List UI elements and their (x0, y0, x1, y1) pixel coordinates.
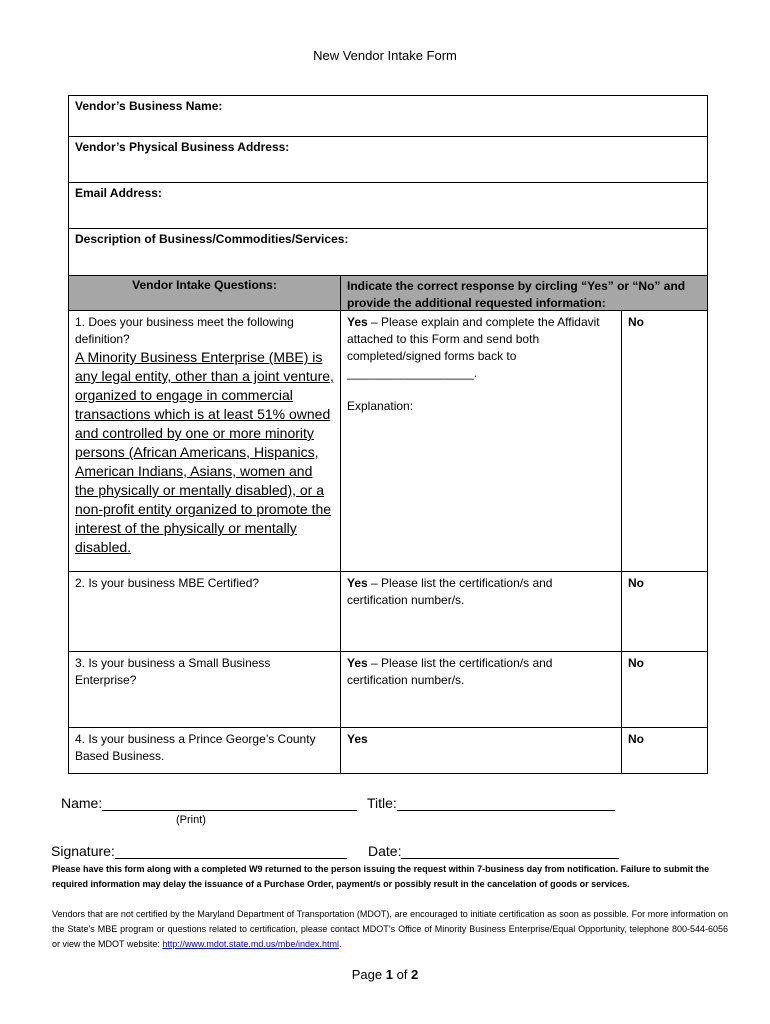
q1-return-blank[interactable]: ___________________. (347, 366, 478, 380)
q1-explanation-label: Explanation: (347, 399, 414, 413)
questions-header (68, 275, 341, 311)
date-line[interactable] (368, 843, 619, 859)
q1-yes-text: – Please explain and complete the Affidavit attached to this Form and send both completed/signed forms back to (347, 315, 600, 363)
q2-question-cell (68, 571, 341, 652)
q3-no-option[interactable]: No (628, 656, 644, 670)
q4-question-cell (68, 727, 341, 774)
q2-yes-option[interactable]: Yes (347, 576, 368, 590)
q3-question: 3. Is your business a Small Business Enterprise? (75, 656, 271, 687)
mdot-website-link[interactable]: http://www.mdot.state.md.us/mbe/index.html (162, 939, 339, 949)
q1-no-option[interactable]: No (628, 315, 644, 329)
q2-no-option[interactable]: No (628, 576, 644, 590)
date-label: Date: (368, 843, 402, 859)
date-input-line[interactable] (401, 843, 619, 859)
response-header (340, 275, 708, 311)
q4-question: 4. Is your business a Prince George’s County Based Business. (75, 732, 316, 763)
certification-info-text: Vendors that are not certified by the Maryland Department of Transportation (MDOT), are encouraged to initiate certification as soon as possible. For more information on the State’s MBE program or questions related to certification, please contact MDOT’s Office of Minority Business Enterprise/Equal Opportunity, telephone 800-544-6056 or view the MDOT website: (52, 909, 728, 949)
q4-no-option[interactable]: No (628, 732, 644, 746)
q3-yes-cell[interactable] (340, 651, 622, 728)
business-name-field[interactable] (68, 95, 708, 137)
q3-no-cell[interactable] (621, 651, 708, 728)
business-name-label: Vendor’s Business Name: (75, 99, 223, 113)
signature-line[interactable] (51, 843, 347, 859)
title-line[interactable] (367, 795, 615, 811)
mbe-definition: A Minority Business Enterprise (MBE) is any legal entity, other than a joint venture, organized to engage in commercial transactions which is at least 51% owned and controlled by one or more minority persons (African Americans, Hispanics, American Indians, Asians, women and the physically or mentally disabled), or a non-profit entity organized to promote the interest of the physically or mentally disabled. (75, 349, 334, 555)
signature-input-line[interactable] (115, 843, 347, 859)
title-label: Title: (367, 795, 397, 811)
email-field[interactable] (68, 182, 708, 229)
form-title: New Vendor Intake Form (313, 48, 457, 63)
q1-question: 1. Does your business meet the following definition? (75, 315, 294, 346)
response-header-label: Indicate the correct response by circling “Yes” or “No” and provide the additional requested information: (347, 279, 686, 310)
q3-question-cell (68, 651, 341, 728)
page-number: 1 (385, 967, 393, 982)
q1-question-cell (68, 310, 341, 572)
title-input-line[interactable] (397, 795, 615, 811)
page-total: 2 (411, 967, 419, 982)
q3-yes-text: – Please list the certification/s and certification number/s. (347, 656, 553, 687)
q2-yes-text: – Please list the certification/s and certification number/s. (347, 576, 553, 607)
q1-yes-cell[interactable] (340, 310, 622, 572)
q3-yes-option[interactable]: Yes (347, 656, 368, 670)
page-of: of (392, 967, 412, 982)
name-line[interactable] (61, 795, 357, 811)
q1-no-cell[interactable] (621, 310, 708, 572)
q1-yes-option[interactable]: Yes (347, 315, 368, 329)
physical-address-field[interactable] (68, 136, 708, 183)
q4-no-cell[interactable] (621, 727, 708, 774)
description-field[interactable] (68, 228, 708, 276)
print-hint: (Print) (176, 814, 206, 826)
certification-info (52, 907, 728, 952)
name-label: Name: (61, 795, 103, 811)
physical-address-label: Vendor’s Physical Business Address: (75, 140, 290, 154)
name-input-line[interactable] (102, 795, 357, 811)
q4-yes-option[interactable]: Yes (347, 732, 368, 746)
description-label: Description of Business/Commodities/Services: (75, 232, 349, 246)
q2-yes-cell[interactable] (340, 571, 622, 652)
email-label: Email Address: (75, 186, 162, 200)
signature-label: Signature: (51, 843, 115, 859)
q4-yes-cell[interactable] (340, 727, 622, 774)
questions-header-label: Vendor Intake Questions: (132, 278, 277, 292)
return-instructions: Please have this form along with a completed W9 returned to the person issuing the request within 7-business day from notification. Failure to submit the required information may delay the issuance of a Purchase Order, payment/s or possibly result in the cancelation of goods or services. (52, 864, 710, 889)
link-suffix: . (338, 939, 342, 949)
q2-question: 2. Is your business MBE Certified? (75, 576, 260, 590)
q2-no-cell[interactable] (621, 571, 708, 652)
page-prefix: Page (351, 967, 386, 982)
page-indicator (0, 967, 770, 982)
